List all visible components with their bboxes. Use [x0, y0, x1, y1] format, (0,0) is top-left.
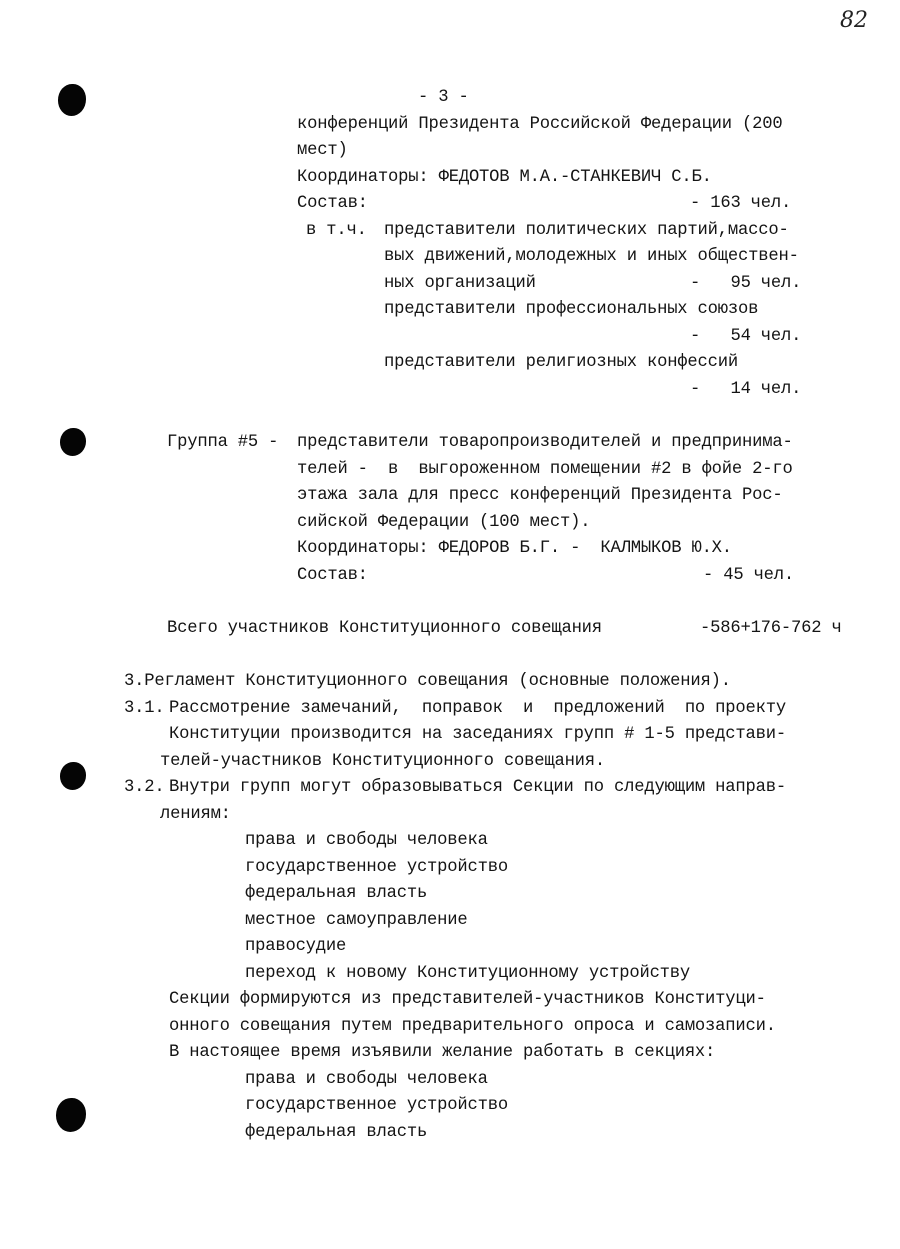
group5-composition-value: - 45 чел.: [703, 566, 795, 585]
group4-line-1: конференций Президента Российской Федерации (200: [297, 115, 783, 134]
formation-line-0: Секции формируются из представителей-участников Конституци-: [169, 990, 766, 1009]
direction-item: федеральная власть: [245, 884, 428, 903]
section3-heading: 3.Регламент Конституционного совещания (основные положения).: [124, 672, 731, 691]
group5-label: Группа #5 -: [167, 433, 279, 452]
breakdown-2-value: - 14 чел.: [690, 380, 802, 399]
breakdown-2-line-0: представители религиозных конфессий: [384, 353, 738, 372]
group4-composition-label: Состав:: [297, 194, 368, 213]
breakdown-1-value: - 54 чел.: [690, 327, 802, 346]
group5-line-1: телей - в выгороженном помещении #2 в фойе 2-го: [297, 460, 793, 479]
breakdown-0-line-1: вых движений,молодежных и иных обществен-: [384, 247, 799, 266]
total-label: Всего участников Конституционного совещания: [167, 619, 602, 638]
group5-line-0: представители товаропроизводителей и предпринима-: [297, 433, 793, 452]
direction-item: государственное устройство: [245, 858, 508, 877]
breakdown-1-line-0: представители профессиональных союзов: [384, 300, 759, 319]
group5-composition-label: Состав:: [297, 566, 368, 585]
p32-line-0: Внутри групп могут образовываться Секции по следующим направ-: [169, 778, 786, 797]
p32-number: 3.2.: [124, 778, 165, 797]
p31-line-0: Рассмотрение замечаний, поправок и предложений по проекту: [169, 699, 786, 718]
p31-line-1: Конституции производится на заседаниях групп # 1-5 представи-: [169, 725, 786, 744]
group4-line-2: мест): [297, 141, 348, 160]
p31-number: 3.1.: [124, 699, 165, 718]
punch-hole-4: [56, 1098, 86, 1132]
formation-line-1: онного совещания путем предварительного опроса и самозаписи.: [169, 1017, 776, 1036]
formation-line-2: В настоящее время изъявили желание работать в секциях:: [169, 1043, 716, 1062]
chosen-section-item: права и свободы человека: [245, 1070, 488, 1089]
p32-line-1: лениям:: [160, 805, 231, 824]
total-value: -586+176-762 ч: [700, 619, 842, 638]
group5-line-3: сийской Федерации (100 мест).: [297, 513, 591, 532]
chosen-section-item: федеральная власть: [245, 1123, 428, 1142]
breakdown-0-value: - 95 чел.: [690, 274, 802, 293]
incl-prefix: в т.ч.: [306, 221, 367, 240]
p31-line-2: телей-участников Конституционного совещания.: [160, 752, 606, 771]
group4-composition-value: - 163 чел.: [690, 194, 792, 213]
direction-item: переход к новому Конституционному устройству: [245, 964, 691, 983]
direction-item: права и свободы человека: [245, 831, 488, 850]
group5-coordinators: Координаторы: ФЕДОРОВ Б.Г. - КАЛМЫКОВ Ю.Х.: [297, 539, 732, 558]
direction-item: правосудие: [245, 937, 347, 956]
group5-line-2: этажа зала для пресс конференций Президента Рос-: [297, 486, 783, 505]
page-number: - 3 -: [418, 88, 469, 107]
punch-hole-3: [60, 762, 86, 790]
group4-coordinators: Координаторы: ФЕДОТОВ М.А.-СТАНКЕВИЧ С.Б.: [297, 168, 712, 187]
chosen-section-item: государственное устройство: [245, 1096, 508, 1115]
punch-hole-1: [58, 84, 86, 116]
breakdown-0-line-0: представители политических партий,массо-: [384, 221, 789, 240]
handwritten-page-mark: 82: [840, 8, 868, 33]
direction-item: местное самоуправление: [245, 911, 468, 930]
breakdown-0-line-2: ных организаций: [384, 274, 536, 293]
punch-hole-2: [60, 428, 86, 456]
